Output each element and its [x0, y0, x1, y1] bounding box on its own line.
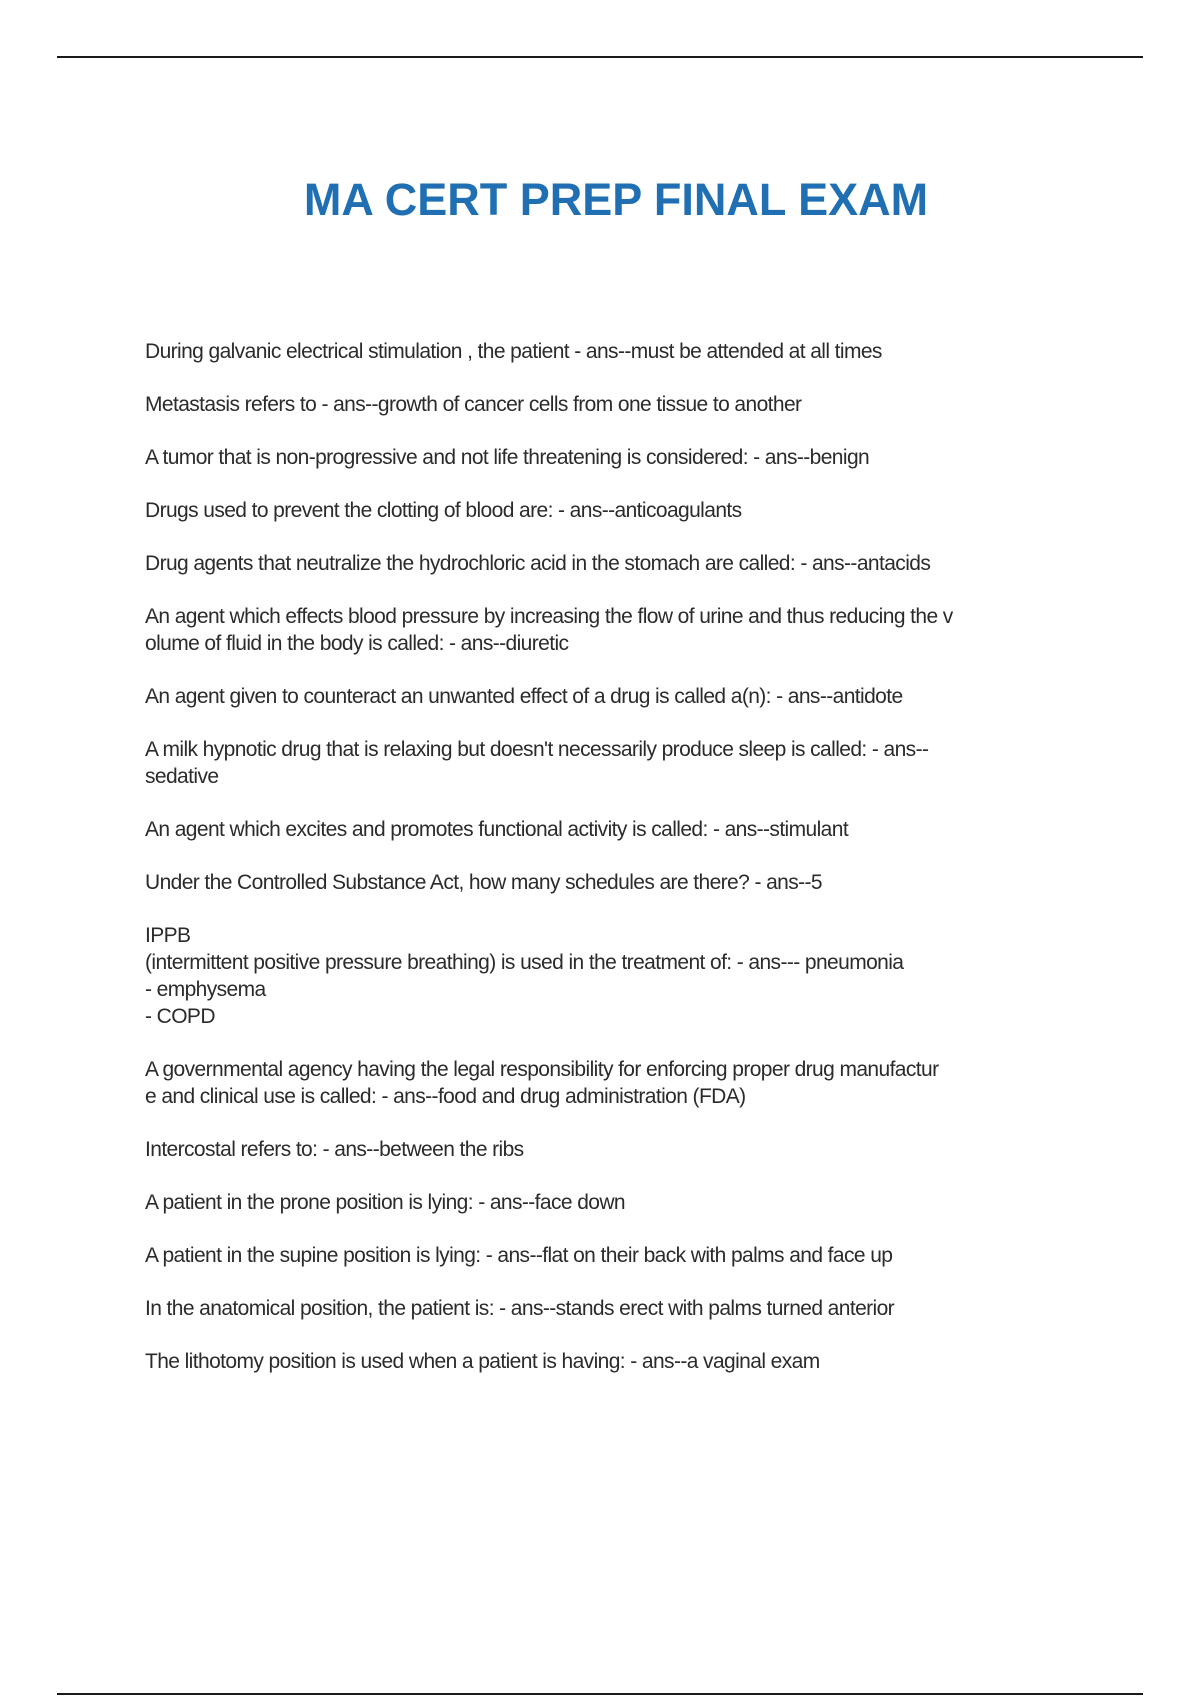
qa-item: Intercostal refers to: - ans--between the ribs — [145, 1138, 524, 1161]
qa-item: An agent which effects blood pressure by increasing the flow of urine and thus reducing the v olume of fluid in the body is called: - ans--diuretic — [145, 605, 953, 655]
qa-item: A patient in the prone position is lying: - ans--face down — [145, 1191, 625, 1214]
bottom-divider — [57, 1693, 1143, 1695]
qa-item: A tumor that is non-progressive and not life threatening is considered: - ans--benign — [145, 446, 870, 469]
document-title: MA CERT PREP FINAL EXAM — [303, 174, 929, 225]
qa-item: An agent which excites and promotes functional activity is called: - ans--stimulant — [145, 818, 849, 841]
qa-item: During galvanic electrical stimulation , the patient - ans--must be attended at all times — [145, 340, 882, 363]
question-answer-list — [145, 338, 1095, 1401]
qa-item: Metastasis refers to - ans--growth of cancer cells from one tissue to another — [145, 393, 802, 416]
qa-item: IPPB (intermittent positive pressure breathing) is used in the treatment of: - ans--- pneumonia - emphysema - COPD — [145, 924, 904, 1028]
qa-item: The lithotomy position is used when a patient is having: - ans--a vaginal exam — [145, 1350, 820, 1373]
qa-item: Drug agents that neutralize the hydrochloric acid in the stomach are called: - ans--antacids — [145, 552, 931, 575]
qa-item: Under the Controlled Substance Act, how many schedules are there? - ans--5 — [145, 871, 822, 894]
qa-item: A governmental agency having the legal responsibility for enforcing proper drug manufactur e and clinical use is called: - ans--food and drug administration (FDA) — [145, 1058, 939, 1108]
top-divider — [57, 56, 1143, 58]
qa-item: In the anatomical position, the patient is: - ans--stands erect with palms turned anterior — [145, 1297, 895, 1320]
qa-item: An agent given to counteract an unwanted effect of a drug is called a(n): - ans--antidote — [145, 685, 903, 708]
qa-item: A milk hypnotic drug that is relaxing but doesn't necessarily produce sleep is called: - ans-- sedative — [145, 738, 929, 788]
qa-item: A patient in the supine position is lying: - ans--flat on their back with palms and face up — [145, 1244, 893, 1267]
qa-item: Drugs used to prevent the clotting of blood are: - ans--anticoagulants — [145, 499, 742, 522]
